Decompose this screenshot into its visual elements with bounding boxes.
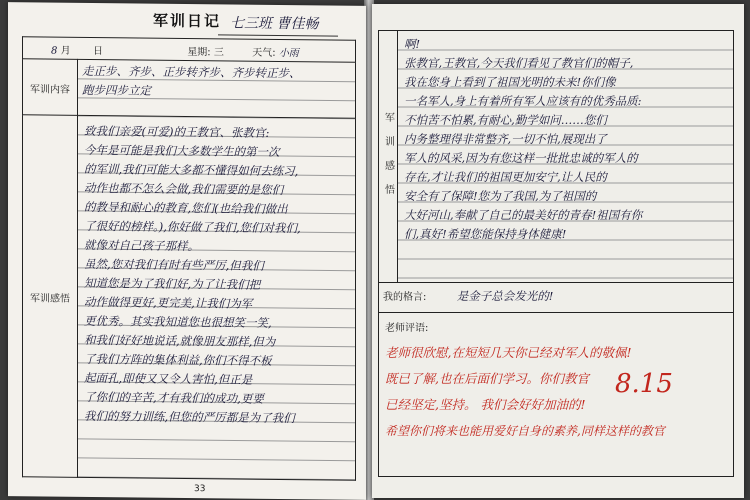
feelings-line: 起面孔,即使又又令人害怕,但正是 [84,370,253,387]
day-unit: 日 [92,46,103,58]
month-value: 8 [51,45,58,57]
feelings-cell [78,115,356,480]
feelings-line: 一名军人,身上有着所有军人应该有的优秀品质: [404,94,642,108]
diary-table-right [378,30,734,477]
feelings-line: 更优秀。其实我知道您也很想笑一笑, [84,313,272,330]
weekday-value: 三 [213,47,224,59]
teacher-comment-line: 老师很欣慰,在短短几天你已经对军人的敬佩! [385,345,632,360]
feelings-line: 了我们方阵的集体利益,你们不得不板 [84,351,272,368]
feelings-line: 了很好的榜样。),你好做了我们,您们对我们, [84,218,301,236]
diary-table-left [22,36,356,480]
feelings-line: 知道您是为了我们好,为了让我们把 [84,275,261,292]
feelings-line: 安全有了保障!您为了我国,为了祖国的 [404,189,597,203]
teacher-comment-cell [379,313,734,477]
left-page [8,2,366,500]
page-number: 33 [194,484,206,495]
teacher-comment-row [379,313,734,477]
student-name: 七三班 曹佳畅 [230,15,319,33]
diary-title: 军训日记 [152,11,221,31]
content-line: 走正步、齐步、正步转齐步、齐步转正步、 [82,63,301,81]
feelings-line: 不怕苦不怕累,有耐心,勤学如问……您们 [404,113,607,127]
feelings-line: 啊! [404,37,421,51]
feelings-line: 我们的努力训练,但您的严厉都是为了我们 [84,408,295,426]
name-underline [218,34,338,36]
teacher-comment-line: 希望你们将来也能用爱好自身的素养,同样这样的教官 [385,424,665,438]
feelings-line: 了你们的辛苦,才有我们的成功,更要 [84,389,264,406]
motto-text: 是金子总会发光的! [456,289,554,303]
right-page [372,4,744,498]
feelings-line: 虽然,您对我们有时有些严厉,但我们 [84,256,264,273]
feelings-line: 动作做得更好,更完美,让我们为军 [84,294,253,311]
teacher-grade: 8.15 [615,369,673,399]
feelings-line: 军人的风采,因为有您这样一批批忠诚的军人的 [404,151,638,165]
feelings-row-continued [379,31,734,283]
content-line: 跑步四步立定 [82,82,151,98]
month-unit: 月 [60,45,71,57]
weather-value: 小雨 [278,47,299,60]
feelings-line: 和我们好好地说话,就像朋友那样,但为 [84,332,276,349]
feelings-line: 的军训,我们可能大多都不懂得如何去练习, [84,161,299,179]
feelings-line: 内务整理得非常整齐,一切不怕,展现出了 [404,132,607,146]
content-label: 军训内容 [30,84,70,96]
feelings-line: 们,真好!希望您能保持身体健康! [404,227,567,241]
feelings-line: 动作也都不怎么会做,我们需要的是您们 [84,180,284,198]
weekday-label: 星期: [187,47,211,59]
feelings-line: 就像对自己孩子那样。 [84,237,199,254]
motto-row [379,283,734,313]
feelings-line: 今年是可能是我们大多数学生的第一次 [84,142,280,159]
motto-label: 我的格言: [383,292,427,303]
feelings-line: 大好河山,奉献了自己的最美好的青春!祖国有你 [404,208,643,222]
feelings-label: 军训感悟 [30,293,70,305]
feelings-line: 存在,才让我们的祖国更加安宁,让人民的 [404,170,607,184]
content-row [23,59,356,118]
teacher-label: 老师评语: [385,323,429,334]
feelings-label-vertical: 军训感悟 [382,111,394,208]
feelings-row [23,115,356,480]
content-cell [78,59,356,118]
teacher-comment-line: 既已了解,也在后面们学习。你们教官 [385,371,589,386]
teacher-comment-line: 已经坚定,坚持。 我们会好好加油的! [385,397,586,412]
feelings-line: 张教官,王教官,今天我们看见了教官们的帽子, [404,56,634,70]
feelings-line: 我在您身上看到了祖国光明的未来!你们像 [404,75,616,89]
feelings-line: 的教导和耐心的教育,您们(也给我们做出 [84,199,288,217]
feelings-cell-continued [398,31,734,283]
feelings-line: 致我们亲爱(可爱)的王教官、张教官: [84,123,270,140]
weather-label: 天气: [252,47,276,59]
